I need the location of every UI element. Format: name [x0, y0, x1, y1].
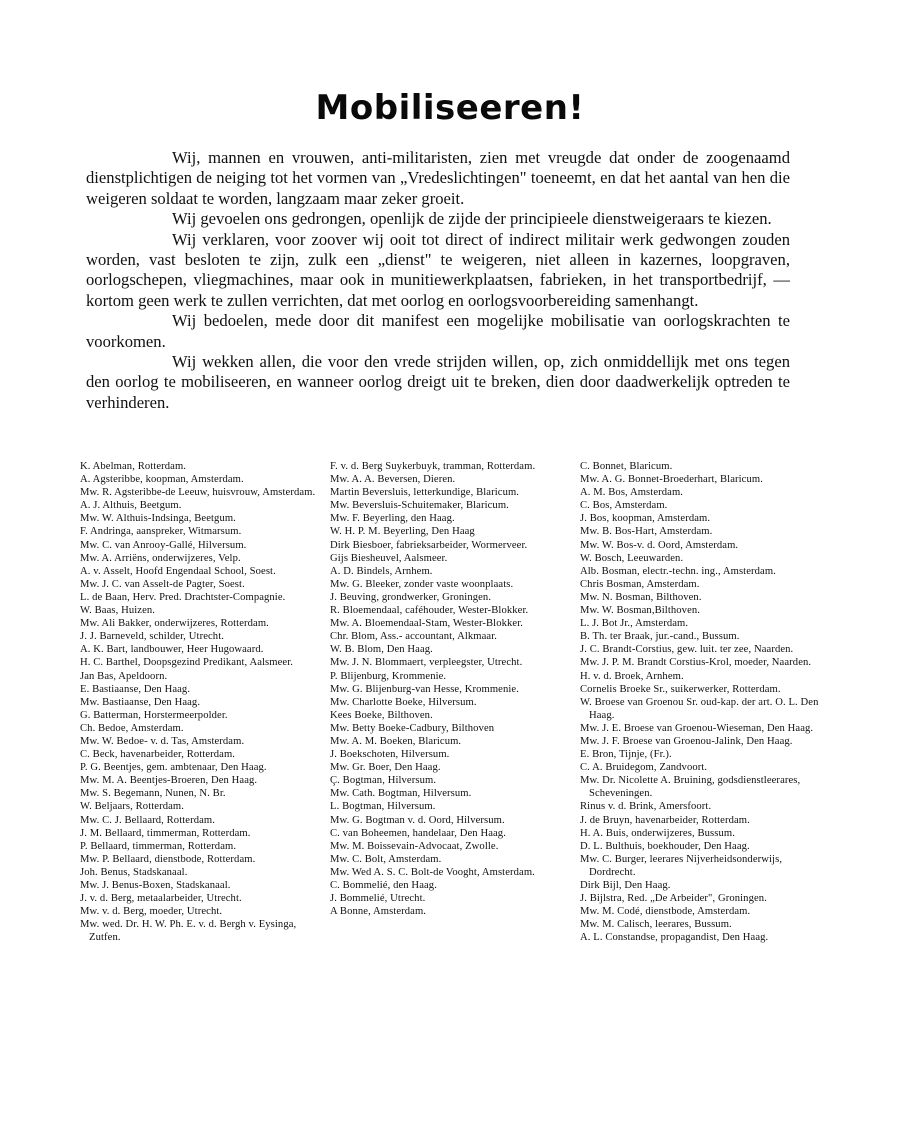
- signatory-entry: Mw. J. P. M. Brandt Corstius-Krol, moeder, Naarden.: [580, 657, 812, 669]
- signatory-entry: Mw. Cath. Bogtman, Hilversum.: [330, 788, 472, 800]
- signatory-entry: Mw. J. F. Broese van Groenou-Jalink, Den Haag.: [580, 735, 793, 747]
- signatory-entry: K. Abelman, Rotterdam.: [80, 461, 187, 472]
- signatory-entry: Rinus v. d. Brink, Amersfoort.: [580, 801, 712, 813]
- manifest-title: Mobiliseeren!: [315, 88, 585, 128]
- signatory-entry: J. Bommelié, Utrecht.: [330, 893, 426, 905]
- signatory-entry: Mw. C. Bolt, Amsterdam.: [330, 853, 442, 865]
- signatory-entry: A. D. Bindels, Arnhem.: [330, 565, 433, 577]
- signatory-entry: Dirk Bijl, Den Haag.: [580, 880, 671, 891]
- signatory-entry: L. J. Bot Jr., Amsterdam.: [580, 618, 689, 630]
- signatory-entry: F. v. d. Berg Suykerbuyk, tramman, Rotterdam.: [330, 461, 536, 472]
- signatory-entry: J. Boekschoten, Hilversum.: [330, 749, 450, 761]
- signatory-entry: J. Bijlstra, Red. „De Arbeider", Groningen.: [580, 893, 767, 905]
- signatory-entry: Mw. Dr. Nicolette A. Bruining, godsdienstleerares, Scheveningen.: [580, 775, 801, 800]
- signatory-entry: Mw. A. G. Bonnet-Broederhart, Blaricum.: [580, 474, 763, 486]
- signatory-entry: B. Th. ter Braak, jur.-cand., Bussum.: [580, 631, 740, 643]
- signatory-entry: A Bonne, Amsterdam.: [330, 906, 427, 918]
- manifest-paragraph: Wij bedoelen, mede door dit manifest een mogelijke mobilisatie van oorlogskrachten te voorkomen.: [86, 311, 790, 351]
- signatory-entry: Mw. J. C. van Asselt-de Pagter, Soest.: [80, 578, 245, 590]
- signatory-entry: F. Andringa, aanspreker, Witmarsum.: [80, 526, 242, 538]
- signatory-entry: Mw. M. Codé, dienstbode, Amsterdam.: [580, 906, 751, 918]
- signatory-entry: Mw. W. Bos-v. d. Oord, Amsterdam.: [580, 539, 739, 551]
- signatory-entry: A. Agsteribbe, koopman, Amsterdam.: [80, 474, 244, 486]
- signatory-entry: L. de Baan, Herv. Pred. Drachtster-Compagnie.: [80, 591, 286, 603]
- signatory-entry: Mw. A. Bloemendaal-Stam, Wester-Blokker.: [330, 618, 523, 630]
- signatory-entry: J. J. Barneveld, schilder, Utrecht.: [80, 631, 224, 643]
- signatory-entry: Mw. W. Bedoe- v. d. Tas, Amsterdam.: [80, 735, 245, 747]
- signatory-entry: Mw. B. Bos-Hart, Amsterdam.: [580, 526, 713, 538]
- signatory-entry: Mw. Beversluis-Schuitemaker, Blaricum.: [330, 500, 509, 512]
- signatory-entry: J. de Bruyn, havenarbeider, Rotterdam.: [580, 814, 750, 826]
- signatory-entry: C. Beck, havenarbeider, Rotterdam.: [80, 749, 236, 761]
- signatory-entry: Mw. A. Arriëns, onderwijzeres, Velp.: [80, 552, 241, 564]
- signatory-entry: Mw. Bastiaanse, Den Haag.: [80, 696, 201, 708]
- signatory-entry: J. C. Brandt-Corstius, gew. luit. ter zee, Naarden.: [580, 644, 794, 656]
- signatory-entry: C. Bommelié, den Haag.: [330, 880, 437, 891]
- signatory-entry: Gijs Biesheuvel, Aalsmeer.: [330, 552, 448, 564]
- signatory-entry: Mw. M. A. Beentjes-Broeren, Den Haag.: [80, 775, 258, 787]
- signatory-entry: L. Bogtman, Hilversum.: [330, 801, 436, 813]
- signatory-entry: P. Blijenburg, Krommenie.: [330, 670, 447, 682]
- signatory-entry: J. M. Bellaard, timmerman, Rotterdam.: [80, 827, 251, 839]
- manifest-paragraph: Wij, mannen en vrouwen, anti-militaristen, zien met vreugde dat onder de zoogenaamd dienstplichtigen de neiging tot het vormen van „Vredeslichtingen" toeneemt, en dat het aantal van hen die weigeren soldaat te worden, langzaam maar zeker groeit.: [86, 148, 790, 208]
- signatory-entry: P. Bellaard, timmerman, Rotterdam.: [80, 840, 237, 852]
- signatory-entry: E. Bron, Tijnje, (Fr.).: [580, 749, 672, 761]
- signatory-entry: Mw. Charlotte Boeke, Hilversum.: [330, 696, 477, 708]
- signatory-entry: Mw. Wed A. S. C. Bolt-de Vooght, Amsterdam.: [330, 866, 535, 878]
- signatory-entry: Mw. S. Begemann, Nunen, N. Br.: [80, 788, 226, 800]
- signatory-entry: J. Beuving, grondwerker, Groningen.: [330, 591, 492, 603]
- signatory-entry: P. G. Beentjes, gem. ambtenaar, Den Haag.: [80, 762, 267, 774]
- signatory-entry: Mw. Ali Bakker, onderwijzeres, Rotterdam.: [80, 618, 269, 630]
- signatory-entry: Kees Boeke, Bilthoven.: [330, 709, 433, 721]
- signatory-column-1: [80, 460, 320, 1100]
- signatory-entry: Mw. Betty Boeke-Cadbury, Bilthoven: [330, 722, 495, 734]
- signatory-entry: W. H. P. M. Beyerling, Den Haag: [330, 526, 475, 538]
- signatory-entry: Mw. C. van Anrooy-Gallé, Hilversum.: [80, 539, 247, 551]
- manifest-paragraph: Wij verklaren, voor zoover wij ooit tot direct of indirect militair werk gedwongen zouden worden, vast besloten te zijn, zulk een „dienst" te weigeren, niet alleen in kazernes, loopgraven, oorlogschepen, vliegmachines, maar ook in munitiewerkplaatsen, fabrieken, in het transportbedrijf, — kortom geen werk te zullen verrichten, dat met oorlog en oorlogsvoorbereiding samenhangt.: [86, 229, 790, 310]
- signatory-entry: Mw. J. E. Broese van Groenou-Wieseman, Den Haag.: [580, 722, 814, 734]
- signatory-entry: Mw. W. Althuis-Indsinga, Beetgum.: [80, 513, 236, 525]
- signatory-entry: Mw. M. Boissevain-Advocaat, Zwolle.: [330, 840, 499, 852]
- signatory-entry: D. L. Bulthuis, boekhouder, Den Haag.: [580, 840, 750, 852]
- signatory-entry: Mw. J. Benus-Boxen, Stadskanaal.: [80, 880, 231, 891]
- signatory-entry: H. C. Barthel, Doopsgezind Predikant, Aalsmeer.: [80, 657, 294, 669]
- signatory-entry: Mw. P. Bellaard, dienstbode, Rotterdam.: [80, 853, 256, 865]
- signatory-list: [80, 460, 820, 1100]
- signatory-entry: Ch. Bedoe, Amsterdam.: [80, 722, 184, 734]
- signatory-entry: J. Bos, koopman, Amsterdam.: [580, 513, 711, 525]
- manifest-text: [86, 148, 790, 413]
- signatory-entry: H. v. d. Broek, Arnhem.: [580, 670, 684, 682]
- signatory-column-3: [580, 460, 820, 1100]
- signatory-entry: Mw. R. Agsteribbe-de Leeuw, huisvrouw, Amsterdam.: [80, 487, 316, 499]
- signatory-entry: E. Bastiaanse, Den Haag.: [80, 683, 191, 695]
- signatory-entry: Martin Beversluis, letterkundige, Blaricum.: [330, 487, 520, 499]
- manifest-paragraph: Wij wekken allen, die voor den vrede strijden willen, op, zich onmiddellijk met ons tegen den oorlog te mobiliseeren, en wanneer oorlog dreigt uit te breken, dien door daadwerkelijk optreden te verhinderen.: [86, 352, 790, 412]
- signatory-entry: Mw. J. N. Blommaert, verpleegster, Utrecht.: [330, 657, 523, 669]
- signatory-entry: Mw. G. Bleeker, zonder vaste woonplaats.: [330, 578, 514, 590]
- signatory-entry: G. Batterman, Horstermeerpolder.: [80, 709, 228, 721]
- signatory-entry: W. Bosch, Leeuwarden.: [580, 552, 684, 564]
- signatory-entry: Mw. A. M. Boeken, Blaricum.: [330, 735, 462, 747]
- signatory-entry: Mw. G. Blijenburg-van Hesse, Krommenie.: [330, 683, 519, 695]
- signatory-entry: C. van Boheemen, handelaar, Den Haag.: [330, 827, 506, 839]
- signatory-entry: Chris Bosman, Amsterdam.: [580, 578, 700, 590]
- signatory-entry: Alb. Bosman, electr.-techn. ing., Amsterdam.: [580, 565, 776, 577]
- signatory-entry: W. Beljaars, Rotterdam.: [80, 801, 184, 813]
- signatory-entry: A. K. Bart, landbouwer, Heer Hugowaard.: [80, 644, 264, 656]
- signatory-entry: Mw. N. Bosman, Bilthoven.: [580, 591, 702, 603]
- signatory-entry: W. B. Blom, Den Haag.: [330, 644, 433, 656]
- signatory-entry: Mw. v. d. Berg, moeder, Utrecht.: [80, 906, 223, 918]
- signatory-entry: Chr. Blom, Ass.- accountant, Alkmaar.: [330, 631, 498, 643]
- signatory-entry: C. Bonnet, Blaricum.: [580, 461, 673, 472]
- signatory-entry: Mw. W. Bosman,Bilthoven.: [580, 605, 701, 617]
- signatory-entry: Dirk Biesboer, fabrieksarbeider, Wormerveer.: [330, 539, 528, 551]
- signatory-entry: R. Bloemendaal, caféhouder, Wester-Blokker.: [330, 605, 529, 617]
- signatory-entry: H. A. Buis, onderwijzeres, Bussum.: [580, 827, 735, 839]
- signatory-entry: Mw. Gr. Boer, Den Haag.: [330, 762, 441, 774]
- signatory-entry: A. J. Althuis, Beetgum.: [80, 500, 182, 512]
- signatory-entry: W. Baas, Huizen.: [80, 605, 156, 617]
- signatory-entry: Joh. Benus, Stadskanaal.: [80, 866, 188, 878]
- signatory-entry: Ç. Bogtman, Hilversum.: [330, 775, 437, 787]
- signatory-entry: C. Bos, Amsterdam.: [580, 500, 668, 512]
- signatory-column-2: [330, 460, 570, 1100]
- signatory-entry: Mw. G. Bogtman v. d. Oord, Hilversum.: [330, 814, 505, 826]
- signatory-entry: A. M. Bos, Amsterdam.: [580, 487, 684, 499]
- signatory-entry: J. v. d. Berg, metaalarbeider, Utrecht.: [80, 893, 242, 905]
- signatory-entry: Mw. F. Beyerling, den Haag.: [330, 513, 455, 525]
- manifest-paragraph: Wij gevoelen ons gedrongen, openlijk de zijde der principieele dienstweigeraars te kiezen.: [172, 209, 772, 229]
- signatory-entry: Jan Bas, Apeldoorn.: [80, 670, 168, 682]
- signatory-entry: A. v. Asselt, Hoofd Engendaal School, Soest.: [80, 565, 276, 577]
- signatory-entry: Cornelis Broeke Sr., suikerwerker, Rotterdam.: [580, 683, 781, 695]
- signatory-entry: C. A. Bruidegom, Zandvoort.: [580, 762, 708, 774]
- signatory-entry: A. L. Constandse, propagandist, Den Haag.: [580, 932, 769, 944]
- signatory-entry: Mw. M. Calisch, leerares, Bussum.: [580, 919, 732, 931]
- signatory-entry: Mw. C. J. Bellaard, Rotterdam.: [80, 814, 216, 826]
- signatory-entry: Mw. C. Burger, leerares Nijverheidsonderwijs, Dordrecht.: [580, 853, 783, 878]
- signatory-entry: Mw. A. A. Beversen, Dieren.: [330, 474, 456, 486]
- signatory-entry: W. Broese van Groenou Sr. oud-kap. der art. O. L. Den Haag.: [580, 696, 819, 721]
- signatory-entry: Mw. wed. Dr. H. W. Ph. E. v. d. Bergh v. Eysinga, Zutfen.: [80, 919, 297, 944]
